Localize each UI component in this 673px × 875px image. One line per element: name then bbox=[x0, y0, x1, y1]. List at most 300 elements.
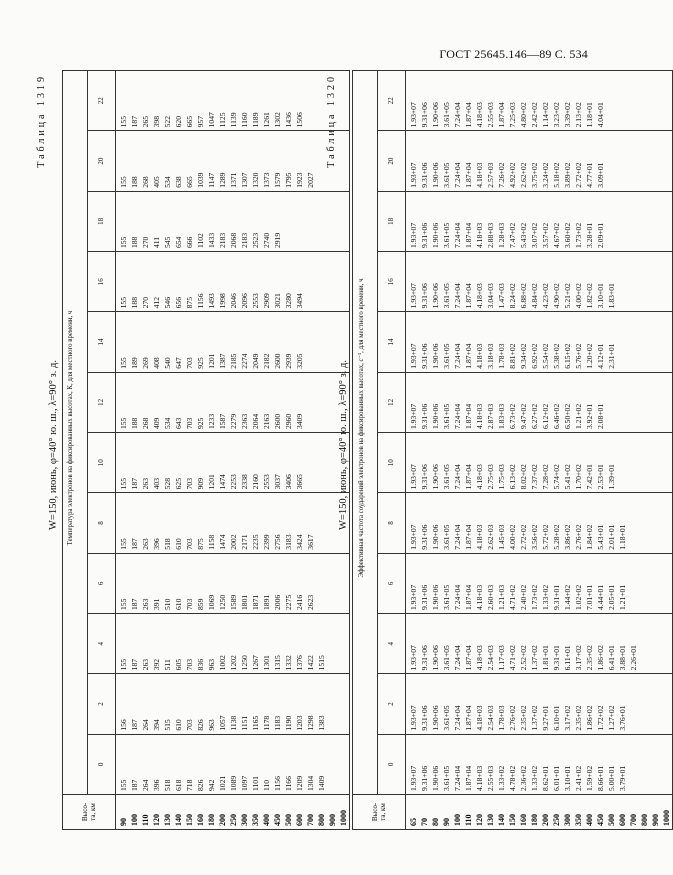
table-cell: 6.01+01 bbox=[552, 765, 561, 791]
value-column bbox=[406, 252, 673, 312]
table-cell: 1.93+07 bbox=[409, 403, 418, 430]
table-cell: 1.90+06 bbox=[431, 705, 440, 731]
height-value: 120 bbox=[152, 814, 161, 826]
table-cell: 187 bbox=[130, 658, 139, 671]
table-cell: 2006 bbox=[273, 594, 282, 611]
table-cell: 665 bbox=[185, 116, 194, 128]
table-cell: 836 bbox=[196, 658, 205, 671]
table-cell: 4.18+03 bbox=[475, 222, 484, 249]
table-cell: 2.35+02 bbox=[519, 705, 528, 731]
table-cell: 412 bbox=[152, 296, 161, 309]
table-cell: 1.33+02 bbox=[530, 765, 539, 791]
table-cell: 1156 bbox=[273, 776, 282, 791]
table-cell: 9.31+06 bbox=[420, 524, 429, 550]
table-cell: 3.56+02 bbox=[530, 524, 539, 550]
table-cell: 1156 bbox=[196, 293, 205, 309]
table-cell: 7.01+01 bbox=[585, 584, 594, 611]
value-column bbox=[116, 191, 350, 251]
table-cell: 3.61+05 bbox=[442, 222, 451, 249]
table-cell: 2.53+01 bbox=[596, 464, 605, 490]
height-value: 500 bbox=[284, 814, 293, 826]
table-cell: 1.39+01 bbox=[607, 464, 616, 490]
table-cell: 1.17+03 bbox=[497, 645, 506, 671]
table-cell: 188 bbox=[130, 176, 139, 188]
table-cell: 187 bbox=[130, 598, 139, 611]
table-cell: 2171 bbox=[240, 534, 249, 550]
table-cell: 3.09+01 bbox=[596, 162, 605, 188]
table-cell: 1002 bbox=[218, 655, 227, 671]
hour-header: 8 bbox=[87, 493, 115, 553]
table-cell: 1.82+02 bbox=[585, 283, 594, 309]
table-cell: 155 bbox=[119, 236, 128, 249]
table-cell: 2.57+03 bbox=[486, 162, 495, 188]
table-cell: 2.09+01 bbox=[596, 222, 605, 249]
table-cell: 1515 bbox=[317, 655, 326, 671]
table-cell: 3.61+05 bbox=[442, 524, 451, 550]
table-cell: 1166 bbox=[284, 776, 293, 791]
table-cell: 264 bbox=[141, 779, 150, 791]
table-cell: 3.28+01 bbox=[585, 222, 594, 249]
table-cell: 2919 bbox=[273, 232, 282, 249]
table-cell: 1302 bbox=[273, 112, 282, 128]
value-column bbox=[116, 71, 350, 131]
table-cell: 1139 bbox=[229, 112, 238, 128]
table-cell: 3.75+02 bbox=[530, 162, 539, 188]
height-value: 1000 bbox=[662, 810, 671, 826]
height-value: 100 bbox=[130, 814, 139, 826]
table-cell: 155 bbox=[119, 477, 128, 490]
value-column bbox=[116, 553, 350, 613]
table-cell: 1383 bbox=[317, 715, 326, 731]
table-cell: 1.18+01 bbox=[585, 102, 594, 128]
table-cell: 188 bbox=[130, 296, 139, 309]
table-cell: 4.12+01 bbox=[596, 343, 605, 369]
table-cell: 1.44+02 bbox=[563, 584, 572, 611]
table-cell: 1.18+01 bbox=[618, 524, 627, 550]
table-cell: 1801 bbox=[240, 594, 249, 611]
table-cell: 187 bbox=[130, 779, 139, 791]
table-cell: 1203 bbox=[295, 715, 304, 731]
table-cell: 656 bbox=[174, 296, 183, 309]
table-cell: 8.62+01 bbox=[541, 765, 550, 791]
table-cell: 2.87+03 bbox=[486, 403, 495, 430]
table-cell: 405 bbox=[152, 176, 161, 188]
table-cell: 3.88+01 bbox=[618, 645, 627, 671]
table-cell: 7.24+04 bbox=[453, 464, 462, 490]
table-cell: 9.31+06 bbox=[420, 283, 429, 309]
table-cell: 610 bbox=[174, 538, 183, 550]
value-column bbox=[406, 674, 673, 734]
table-cell: 1.87+04 bbox=[497, 102, 506, 128]
table-cell: 1.70+02 bbox=[574, 464, 583, 490]
table-cell: 5.74+02 bbox=[552, 464, 561, 490]
hour-header: 22 bbox=[87, 71, 115, 131]
table-cell: 1315 bbox=[273, 655, 282, 671]
hour-header: 4 bbox=[87, 614, 115, 674]
table-cell: 1.86+02 bbox=[596, 645, 605, 671]
table-cell: 2416 bbox=[295, 594, 304, 611]
table-cell: 4.18+03 bbox=[475, 102, 484, 128]
table-cell: 3.23+02 bbox=[552, 102, 561, 128]
table-cell: 665 bbox=[185, 176, 194, 188]
table-cell: 1474 bbox=[218, 534, 227, 550]
table-cell: 1332 bbox=[284, 655, 293, 671]
table-cell: 2183 bbox=[240, 232, 249, 249]
table-cell: 1202 bbox=[229, 655, 238, 671]
hour-header: 18 bbox=[87, 191, 115, 251]
table-cell: 1320 bbox=[251, 172, 260, 188]
table-name: Таблица 1320 bbox=[326, 74, 337, 168]
table-cell: 2068 bbox=[229, 232, 238, 249]
table-cell: 1189 bbox=[251, 112, 260, 128]
table-cell: 703 bbox=[185, 538, 194, 550]
table-cell: 189 bbox=[130, 357, 139, 369]
height-value: 200 bbox=[541, 814, 550, 826]
table-cell: 1.78+03 bbox=[497, 705, 506, 731]
table-cell: 2.54+03 bbox=[486, 705, 495, 731]
table-cell: 703 bbox=[185, 598, 194, 611]
table-cell: 7.26+02 bbox=[497, 162, 506, 188]
value-column bbox=[116, 614, 350, 674]
table-cell: 1039 bbox=[196, 172, 205, 188]
table-cell: 3.39+02 bbox=[563, 102, 572, 128]
table-cell: 1102 bbox=[196, 233, 205, 249]
table-cell: 1.27+02 bbox=[607, 705, 616, 731]
table-cell: 9.31+01 bbox=[552, 584, 561, 611]
table-cell: 522 bbox=[163, 116, 172, 128]
table-cell: 263 bbox=[141, 538, 150, 550]
table-cell: 2.60+03 bbox=[486, 584, 495, 611]
table-cell: 155 bbox=[119, 598, 128, 611]
table-cell: 2163 bbox=[262, 413, 271, 430]
table-cell: 1.87+04 bbox=[464, 403, 473, 430]
table-cell: 270 bbox=[141, 296, 150, 309]
hour-header: 16 bbox=[377, 252, 405, 312]
table-cell: 7.24+04 bbox=[453, 283, 462, 309]
table-cell: 1.45+03 bbox=[497, 524, 506, 550]
table-cell: 9.31+06 bbox=[420, 222, 429, 249]
table-cell: 1422 bbox=[306, 655, 315, 671]
height-value: 900 bbox=[651, 814, 660, 826]
table-cell: 187 bbox=[130, 719, 139, 731]
table-cell: 1.87+04 bbox=[464, 283, 473, 309]
table-cell: 1.87+04 bbox=[464, 705, 473, 731]
table-cell: 638 bbox=[174, 176, 183, 188]
table-cell: 188 bbox=[130, 236, 139, 249]
height-value: 80 bbox=[431, 818, 440, 826]
table-cell: 1.90+06 bbox=[431, 283, 440, 309]
table-cell: 4.18+03 bbox=[475, 283, 484, 309]
table-cell: 1.28+03 bbox=[497, 222, 506, 249]
table-cell: 1.90+06 bbox=[431, 403, 440, 430]
table-cell: 2049 bbox=[251, 353, 260, 369]
table-cell: 1183 bbox=[273, 715, 282, 731]
table-cell: 155 bbox=[119, 296, 128, 309]
table-cell: 605 bbox=[174, 658, 183, 671]
table-cell: 2.88+03 bbox=[486, 222, 495, 249]
table-cell: 1.73+02 bbox=[574, 222, 583, 249]
table-cell: 9.31+06 bbox=[420, 403, 429, 430]
table-cell: 156 bbox=[119, 719, 128, 731]
table-cell: 1147 bbox=[207, 172, 216, 188]
table-cell: 3406 bbox=[284, 474, 293, 490]
value-column bbox=[406, 614, 673, 674]
table-cell: 2909 bbox=[262, 293, 271, 309]
table-cell: 6.13+02 bbox=[508, 464, 517, 490]
table-cell: 9.31+06 bbox=[420, 102, 429, 128]
table-cell: 3205 bbox=[295, 353, 304, 369]
table-cell: 1.02+02 bbox=[574, 584, 583, 611]
table-cell: 2756 bbox=[273, 534, 282, 550]
table-cell: 2183 bbox=[218, 232, 227, 249]
table-cell: 1.90+06 bbox=[431, 765, 440, 791]
value-column bbox=[116, 674, 350, 734]
table-cell: 3.61+05 bbox=[442, 403, 451, 430]
table-cell: 1998 bbox=[218, 293, 227, 309]
table-cell: 9.27+01 bbox=[541, 705, 550, 731]
height-value: 1000 bbox=[339, 810, 348, 826]
table-cell: 6.11+01 bbox=[563, 645, 572, 671]
hour-header: 20 bbox=[87, 131, 115, 191]
table-cell: 1.93+07 bbox=[409, 464, 418, 490]
table-cell: 1158 bbox=[207, 534, 216, 550]
table-cell: 1.87+04 bbox=[464, 222, 473, 249]
table-cell: 7.24+04 bbox=[453, 222, 462, 249]
table-cell: 3.61+05 bbox=[442, 283, 451, 309]
table-cell: 6.12+02 bbox=[541, 403, 550, 430]
table-cell: 2185 bbox=[229, 353, 238, 369]
table-cell: 963 bbox=[207, 658, 216, 671]
height-value: 150 bbox=[508, 814, 517, 826]
value-column bbox=[116, 433, 350, 493]
table-cell: 1.87+04 bbox=[464, 464, 473, 490]
table-cell: 826 bbox=[196, 779, 205, 791]
table-cell: 703 bbox=[185, 658, 194, 671]
table-cell: 942 bbox=[207, 779, 216, 791]
table-cell: 1021 bbox=[218, 775, 227, 791]
height-value: 130 bbox=[486, 814, 495, 826]
table-cell: 3.79+01 bbox=[618, 765, 627, 791]
table-cell: 3.92+01 bbox=[585, 403, 594, 430]
table-cell: 187 bbox=[130, 538, 139, 550]
table-cell: 5.41+02 bbox=[563, 464, 572, 490]
table-cell: 3665 bbox=[295, 474, 304, 490]
table-cell: 925 bbox=[196, 357, 205, 369]
table-cell: 1307 bbox=[240, 172, 249, 188]
table-cell: 1289 bbox=[218, 172, 227, 188]
table-cell: 9.31+06 bbox=[420, 464, 429, 490]
table-cell: 1587 bbox=[218, 413, 227, 430]
table-cell: 1304 bbox=[306, 775, 315, 791]
table-cell: 3.10+01 bbox=[563, 765, 572, 791]
table-cell: 9.47+02 bbox=[519, 403, 528, 430]
table-cell: 263 bbox=[141, 658, 150, 671]
table-cell: 4.44+01 bbox=[596, 584, 605, 611]
table-cell: 875 bbox=[196, 538, 205, 550]
table-cell: 4.90+02 bbox=[552, 283, 561, 309]
table-cell: 3.24+02 bbox=[541, 162, 550, 188]
table-cell: 2600 bbox=[273, 353, 282, 369]
table-cell: 1589 bbox=[229, 594, 238, 611]
table-subtitle: Эффективная частота соударений электронов на фиксированных высотах, с⁻¹, для местного времени, ч bbox=[358, 278, 365, 578]
table-cell: 3.76+01 bbox=[618, 705, 627, 731]
table-cell: 1.90+06 bbox=[431, 524, 440, 550]
table-cell: 4.18+03 bbox=[475, 705, 484, 731]
height-value: 65 bbox=[409, 818, 418, 826]
table-subtitle: Температура электронов на фиксированных высотах, К, для местного времени, ч bbox=[67, 310, 74, 546]
table-cell: 510 bbox=[163, 598, 172, 611]
table-cell: 1.81+01 bbox=[541, 645, 550, 671]
table-cell: 4.23+02 bbox=[541, 283, 550, 309]
table-cell: 2.52+02 bbox=[519, 645, 528, 671]
table-cell: 3.07+02 bbox=[530, 222, 539, 249]
height-value: 700 bbox=[629, 814, 638, 826]
table-cell: 4.18+03 bbox=[475, 343, 484, 369]
table-cell: 7.24+04 bbox=[453, 162, 462, 188]
table-cell: 2.35+02 bbox=[574, 705, 583, 731]
table-cell: 2.26+01 bbox=[629, 645, 638, 671]
table-cell: 188 bbox=[130, 417, 139, 430]
table-cell: 7.25+03 bbox=[508, 102, 517, 128]
height-value: 500 bbox=[607, 814, 616, 826]
table-cell: 545 bbox=[163, 236, 172, 249]
table-cell: 6.46+02 bbox=[552, 403, 561, 430]
table-cell: 1.93+07 bbox=[409, 162, 418, 188]
height-value: 400 bbox=[262, 814, 271, 826]
table-cell: 1.93+07 bbox=[409, 343, 418, 369]
table-cell: 5.76+02 bbox=[574, 343, 583, 369]
height-value: 90 bbox=[442, 818, 451, 826]
table-cell: 4.71+02 bbox=[508, 584, 517, 611]
table-cell: 9.31+06 bbox=[420, 162, 429, 188]
table-cell: 1474 bbox=[218, 474, 227, 490]
table-cell: 1.93+07 bbox=[409, 524, 418, 550]
height-value: 400 bbox=[585, 814, 594, 826]
table-cell: 2363 bbox=[240, 413, 249, 430]
table-cell: 718 bbox=[185, 779, 194, 791]
table-cell: 3494 bbox=[295, 293, 304, 309]
table-cell: 6.73+02 bbox=[508, 403, 517, 430]
table-cell: 1298 bbox=[306, 715, 315, 731]
table-cell: 2.55+03 bbox=[486, 102, 495, 128]
hour-header: 6 bbox=[377, 553, 405, 613]
table-cell: 2182 bbox=[262, 353, 271, 369]
table-cell: 4.18+03 bbox=[475, 584, 484, 611]
table-cell: 5.00+01 bbox=[607, 765, 616, 791]
table-cell: 1.90+06 bbox=[431, 464, 440, 490]
subtitle-row bbox=[353, 71, 378, 795]
table-cell: 6.92+02 bbox=[530, 343, 539, 369]
table-cell: 4.71+02 bbox=[508, 645, 517, 671]
table-cell: 3.61+05 bbox=[442, 765, 451, 791]
value-column bbox=[406, 553, 673, 613]
table-cell: 1.87+04 bbox=[464, 162, 473, 188]
table-cell: 1.93+07 bbox=[409, 645, 418, 671]
table-cell: 187 bbox=[130, 477, 139, 490]
height-value: 800 bbox=[640, 814, 649, 826]
table-cell: 3037 bbox=[273, 474, 282, 490]
table-cell: 1891 bbox=[262, 594, 271, 611]
table-cell: 1160 bbox=[240, 112, 249, 128]
table-cell: 155 bbox=[119, 779, 128, 791]
table-cell: 859 bbox=[196, 598, 205, 611]
table-cell: 9.31+06 bbox=[420, 584, 429, 611]
table-cell: 268 bbox=[141, 176, 150, 188]
height-value: 110 bbox=[141, 814, 150, 826]
hour-header: 12 bbox=[377, 372, 405, 432]
height-value: 160 bbox=[519, 814, 528, 826]
table-cell: 396 bbox=[152, 538, 161, 550]
table-cell: 6.10+01 bbox=[552, 705, 561, 731]
hour-header: 22 bbox=[377, 71, 405, 131]
table-cell: 1.73+02 bbox=[530, 584, 539, 611]
table-cell: 1.86+02 bbox=[585, 705, 594, 731]
table-cell: 1373 bbox=[262, 172, 271, 188]
table-cell: 2.62+03 bbox=[486, 524, 495, 550]
table-cell: 3.86+02 bbox=[563, 524, 572, 550]
table-cell: 1376 bbox=[295, 655, 304, 671]
table-cell: 1209 bbox=[295, 775, 304, 791]
table-cell: 9.31+06 bbox=[420, 343, 429, 369]
table-cell: 4.67+02 bbox=[552, 222, 561, 249]
height-header: Высо- та, км bbox=[353, 795, 406, 830]
table-cell: 4.92+02 bbox=[508, 162, 517, 188]
table-cell: 1.83+01 bbox=[607, 283, 616, 309]
height-value: 180 bbox=[207, 814, 216, 826]
table-cell: 2.13+02 bbox=[574, 102, 583, 128]
table-cell: 2.05+01 bbox=[607, 584, 616, 611]
table-cell: 7.24+04 bbox=[453, 343, 462, 369]
table-cell: 4.18+03 bbox=[475, 464, 484, 490]
table-cell: 1267 bbox=[251, 655, 260, 671]
table-cell: 2253 bbox=[229, 474, 238, 490]
table-cell: 2.35+02 bbox=[585, 645, 594, 671]
height-value: 600 bbox=[295, 814, 304, 826]
table-cell: 3.17+02 bbox=[563, 705, 572, 731]
value-column bbox=[406, 372, 673, 432]
table-cell: 1047 bbox=[207, 112, 216, 128]
table-cell: 1.37+02 bbox=[530, 645, 539, 671]
value-column bbox=[116, 312, 350, 372]
table-cell: 1.90+06 bbox=[431, 162, 440, 188]
table-cell: 534 bbox=[163, 417, 172, 430]
table-cell: 3021 bbox=[273, 293, 282, 309]
table-cell: 1.83+03 bbox=[497, 403, 506, 430]
data-table bbox=[352, 70, 673, 830]
value-column bbox=[116, 131, 350, 191]
height-column bbox=[406, 795, 673, 830]
table-cell: 1409 bbox=[317, 775, 326, 791]
table-cell: 4.00+02 bbox=[574, 283, 583, 309]
table-cell: 4.18+03 bbox=[475, 645, 484, 671]
table-cell: 6.88+02 bbox=[519, 283, 528, 309]
table-cell: 1387 bbox=[218, 353, 227, 369]
height-value: 140 bbox=[497, 814, 506, 826]
table-cell: 3.61+05 bbox=[442, 102, 451, 128]
table-cell: 4.77+01 bbox=[585, 162, 594, 188]
table-cell: 269 bbox=[141, 357, 150, 369]
table-cell: 4.80+02 bbox=[519, 102, 528, 128]
table-cell: 270 bbox=[141, 236, 150, 249]
table-cell: 5.72+02 bbox=[541, 524, 550, 550]
table-cell: 3.60+02 bbox=[563, 222, 572, 249]
table-cell: 703 bbox=[185, 417, 194, 430]
table-cell: 1201 bbox=[207, 474, 216, 490]
table-cell: 1.14+02 bbox=[541, 102, 550, 128]
table-cell: 3.61+05 bbox=[442, 162, 451, 188]
table-cell: 2.42+02 bbox=[530, 102, 539, 128]
table-cell: 2740 bbox=[262, 232, 271, 249]
